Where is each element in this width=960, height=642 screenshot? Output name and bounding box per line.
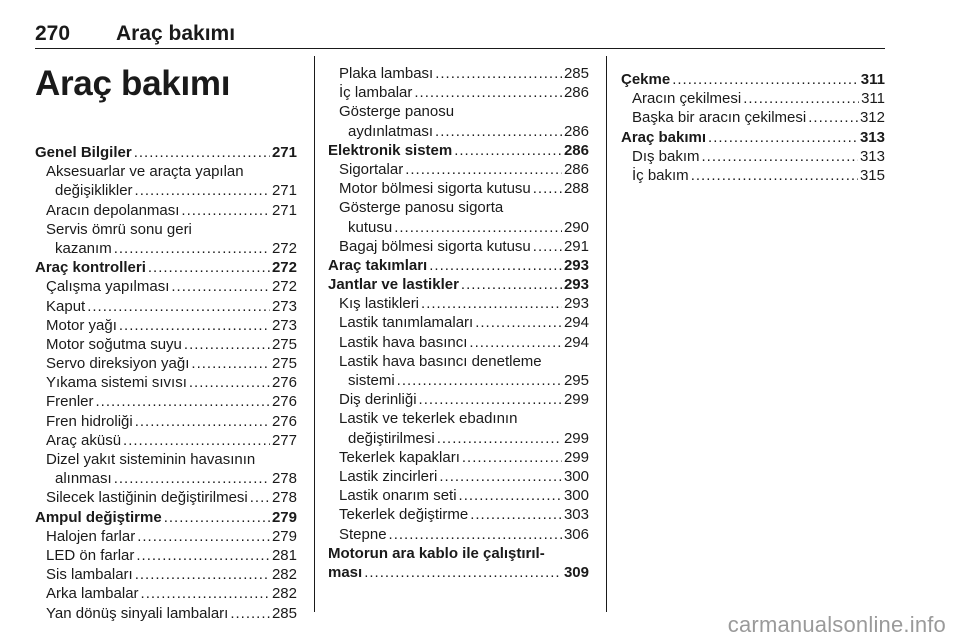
toc-entry[interactable] xyxy=(328,313,589,332)
toc-leader-dots xyxy=(469,333,562,352)
toc-entry-line: Lastik ve tekerlek ebadının xyxy=(339,410,518,428)
toc-page-number: 313 xyxy=(859,128,885,146)
toc-leader-dots xyxy=(414,83,562,102)
toc-entry-label: aydınlatması xyxy=(348,122,434,140)
toc-entry-label: Aracın çekilmesi xyxy=(632,90,742,108)
toc-entry[interactable] xyxy=(35,527,297,546)
toc-entry[interactable] xyxy=(328,218,589,237)
toc-entry[interactable] xyxy=(328,525,589,544)
toc-entry-label: kazanım xyxy=(55,239,112,257)
toc-page-number: 285 xyxy=(271,604,297,622)
toc-entry[interactable] xyxy=(328,505,589,524)
toc-entry[interactable] xyxy=(328,64,589,83)
toc-entry-label: Başka bir aracın çekilmesi xyxy=(632,109,807,127)
toc-page-number: 286 xyxy=(563,84,589,102)
toc-leader-dots xyxy=(114,469,270,488)
toc-entry-label: Kış lastikleri xyxy=(339,295,420,313)
toc-page-number: 276 xyxy=(271,393,297,411)
toc-page-number: 286 xyxy=(563,122,589,140)
toc-entry-label: Çekme xyxy=(621,71,671,88)
toc-page-number: 294 xyxy=(563,314,589,332)
toc-page-number: 279 xyxy=(271,508,297,526)
toc-entry-label: Araç kontrolleri xyxy=(35,259,146,277)
toc-leader-dots xyxy=(419,390,562,409)
toc-page-number: 286 xyxy=(563,141,589,159)
toc-page-number: 290 xyxy=(563,218,589,236)
toc-entry-label: Aracın depolanması xyxy=(46,201,180,219)
toc-page-number: 282 xyxy=(271,585,297,603)
watermark: carmanualsonline.info xyxy=(727,612,946,637)
toc-entry[interactable] xyxy=(35,565,297,584)
toc-leader-dots xyxy=(435,64,562,83)
toc-page-number: 276 xyxy=(271,412,297,430)
toc-entry-label: Araç takımları xyxy=(328,256,428,274)
toc-page-number: 272 xyxy=(271,239,297,257)
toc-column-2 xyxy=(328,64,589,582)
toc-leader-dots xyxy=(114,239,270,258)
page-header xyxy=(35,8,885,49)
toc-leader-dots xyxy=(470,505,562,524)
toc-entry[interactable] xyxy=(328,179,589,198)
toc-leader-dots xyxy=(119,316,270,335)
toc-page-number: 293 xyxy=(563,295,589,313)
toc-entry-label: Halojen farlar xyxy=(46,527,136,545)
toc-entry[interactable] xyxy=(621,166,885,185)
toc-entry-label: alınması xyxy=(55,470,112,488)
toc-leader-dots xyxy=(459,486,562,505)
toc-leader-dots xyxy=(250,488,270,507)
toc-page-number: 300 xyxy=(563,467,589,485)
toc-page-number: 306 xyxy=(563,525,589,543)
toc-entry-label: Plaka lambası xyxy=(339,65,434,82)
column-divider xyxy=(606,56,607,612)
toc-entry[interactable] xyxy=(35,412,297,431)
toc-leader-dots xyxy=(87,297,270,316)
toc-entry-label: Bagaj bölmesi sigorta kutusu xyxy=(339,237,531,255)
toc-entry-label: Tekerlek kapakları xyxy=(339,448,460,466)
toc-entry-label: Diş derinliği xyxy=(339,391,417,409)
toc-entry[interactable] xyxy=(35,604,297,623)
toc-entry-line: Aksesuarlar ve araçta yapılan xyxy=(46,163,244,181)
toc-section-entry[interactable] xyxy=(621,128,885,147)
toc-entry[interactable] xyxy=(621,108,885,127)
toc-entry[interactable] xyxy=(35,239,297,258)
toc-entry-label: İç bakım xyxy=(632,166,689,184)
toc-entry-label: Lastik zincirleri xyxy=(339,467,438,485)
toc-page-number: 300 xyxy=(563,487,589,505)
toc-entry[interactable] xyxy=(328,371,589,390)
toc-page-number: 275 xyxy=(271,355,297,373)
toc-leader-dots xyxy=(394,218,562,237)
toc-page-number: 286 xyxy=(563,160,589,178)
toc-leader-dots xyxy=(134,143,270,162)
toc-leader-dots xyxy=(230,604,270,623)
toc-entry[interactable] xyxy=(621,89,885,108)
toc-leader-dots xyxy=(135,412,270,431)
toc-entry-label: Motor yağı xyxy=(46,316,117,334)
toc-leader-dots xyxy=(475,313,562,332)
toc-entry-label: Ampul değiştirme xyxy=(35,508,162,526)
toc-entry-label: ması xyxy=(328,563,363,581)
toc-entry-label: Jantlar ve lastikler xyxy=(328,276,459,294)
toc-column-3 xyxy=(621,70,885,185)
toc-entry-label: Yan dönüş sinyali lambaları xyxy=(46,604,229,622)
column-divider xyxy=(314,56,315,612)
toc-entry-line: Motorun ara kablo ile çalıştırıl- xyxy=(328,544,545,562)
toc-page-number: 273 xyxy=(271,297,297,315)
toc-entry[interactable] xyxy=(328,237,589,256)
toc-page-number: 279 xyxy=(271,527,297,545)
toc-entry-label: Sigortalar xyxy=(339,160,404,178)
toc-page-number: 281 xyxy=(271,546,297,564)
toc-leader-dots xyxy=(533,237,562,256)
toc-entry-label: Tekerlek değiştirme xyxy=(339,506,469,524)
toc-entry[interactable] xyxy=(35,392,297,411)
toc-entry[interactable] xyxy=(328,122,589,141)
toc-section-entry[interactable] xyxy=(328,275,589,294)
toc-entry-label: Silecek lastiğinin değiştirilmesi xyxy=(46,489,248,507)
toc-page-number: 311 xyxy=(860,71,885,88)
toc-section-entry[interactable] xyxy=(328,563,589,582)
toc-entry[interactable] xyxy=(35,354,297,373)
toc-entry[interactable] xyxy=(35,335,297,354)
toc-leader-dots xyxy=(96,392,270,411)
toc-section-entry[interactable] xyxy=(35,508,297,527)
toc-section-entry[interactable] xyxy=(35,143,297,162)
toc-entry-line: Gösterge panosu xyxy=(339,103,455,121)
toc-leader-dots xyxy=(405,160,562,179)
toc-entry-label: Servo direksiyon yağı xyxy=(46,355,190,373)
toc-leader-dots xyxy=(702,147,858,166)
toc-leader-dots xyxy=(364,563,562,582)
toc-page-number: 293 xyxy=(563,276,589,294)
toc-leader-dots xyxy=(421,294,562,313)
toc-entry[interactable] xyxy=(328,160,589,179)
toc-leader-dots xyxy=(691,166,858,185)
toc-page-number: 271 xyxy=(271,201,297,219)
toc-page-number: 299 xyxy=(563,448,589,466)
toc-leader-dots xyxy=(461,275,562,294)
toc-entry-label: Fren hidroliği xyxy=(46,412,133,430)
toc-leader-dots xyxy=(189,373,270,392)
toc-page-number: 278 xyxy=(271,489,297,507)
toc-entry-label: Motor soğutma suyu xyxy=(46,335,182,353)
toc-leader-dots xyxy=(437,429,562,448)
toc-leader-dots xyxy=(136,546,270,565)
toc-section-entry[interactable] xyxy=(621,70,885,89)
toc-leader-dots xyxy=(462,448,562,467)
toc-entry-label: Sis lambaları xyxy=(46,566,133,584)
toc-leader-dots xyxy=(533,179,562,198)
toc-leader-dots xyxy=(148,258,270,277)
toc-entry-label: Elektronik sistem xyxy=(328,141,453,159)
toc-page-number: 271 xyxy=(271,144,297,161)
toc-entry-label: Motor bölmesi sigorta kutusu xyxy=(339,180,531,198)
toc-leader-dots xyxy=(672,70,859,89)
toc-leader-dots xyxy=(123,431,270,450)
toc-entry[interactable] xyxy=(328,333,589,352)
toc-leader-dots xyxy=(141,584,270,603)
toc-page-number: 273 xyxy=(271,316,297,334)
toc-entry[interactable] xyxy=(328,390,589,409)
toc-entry-label: Lastik onarım seti xyxy=(339,487,457,505)
toc-page-number: 294 xyxy=(563,333,589,351)
toc-section-entry[interactable] xyxy=(35,258,297,277)
toc-leader-dots xyxy=(184,335,270,354)
toc-page-number: 311 xyxy=(861,90,885,108)
toc-leader-dots xyxy=(708,128,858,147)
toc-entry-label: Lastik hava basıncı xyxy=(339,333,468,351)
toc-page-number: 278 xyxy=(271,470,297,488)
toc-entry-label: Kaput xyxy=(46,297,86,315)
toc-entry[interactable] xyxy=(328,448,589,467)
toc-leader-dots xyxy=(191,354,270,373)
toc-page-number: 299 xyxy=(563,429,589,447)
toc-entry-label: Frenler xyxy=(46,393,94,411)
toc-leader-dots xyxy=(135,181,270,200)
toc-section-entry[interactable] xyxy=(328,141,589,160)
toc-entry[interactable] xyxy=(328,467,589,486)
toc-page-number: 282 xyxy=(271,566,297,584)
toc-leader-dots xyxy=(389,525,562,544)
toc-leader-dots xyxy=(454,141,562,160)
toc-entry[interactable] xyxy=(328,486,589,505)
toc-entry[interactable] xyxy=(35,297,297,316)
toc-page-number: 272 xyxy=(271,278,297,296)
toc-column-1 xyxy=(35,143,297,623)
toc-leader-dots xyxy=(435,122,562,141)
toc-entry[interactable] xyxy=(328,429,589,448)
toc-page-number: 293 xyxy=(563,256,589,274)
toc-entry-label: Araç bakımı xyxy=(621,128,707,146)
toc-entry[interactable] xyxy=(35,488,297,507)
toc-entry[interactable] xyxy=(621,147,885,166)
toc-page-number: 303 xyxy=(563,506,589,524)
toc-entry-label: sistemi xyxy=(348,372,395,389)
toc-leader-dots xyxy=(164,508,270,527)
toc-entry-line: Gösterge panosu sigorta xyxy=(339,199,504,217)
page-number: 270 xyxy=(35,22,71,45)
toc-page-number: 312 xyxy=(859,109,885,127)
toc-entry[interactable] xyxy=(35,316,297,335)
toc-page-number: 299 xyxy=(563,391,589,409)
chapter-title: Araç bakımı xyxy=(35,64,231,103)
toc-page-number: 271 xyxy=(271,182,297,200)
toc-leader-dots xyxy=(429,256,562,275)
toc-page-number: 313 xyxy=(859,147,885,165)
toc-leader-dots xyxy=(137,527,270,546)
toc-entry-label: Yıkama sistemi sıvısı xyxy=(46,374,187,392)
toc-leader-dots xyxy=(397,371,562,390)
toc-entry[interactable] xyxy=(35,469,297,488)
toc-entry-label: Araç aküsü xyxy=(46,431,122,449)
toc-leader-dots xyxy=(181,201,270,220)
toc-page-number: 309 xyxy=(563,563,589,581)
toc-entry-label: Çalışma yapılması xyxy=(46,278,170,296)
toc-leader-dots xyxy=(743,89,859,108)
toc-entry-label: kutusu xyxy=(348,218,393,236)
toc-entry-label: Genel Bilgiler xyxy=(35,144,132,161)
toc-page-number: 276 xyxy=(271,374,297,392)
toc-entry[interactable] xyxy=(35,546,297,565)
toc-leader-dots xyxy=(439,467,562,486)
toc-leader-dots xyxy=(808,108,858,127)
toc-section-entry[interactable] xyxy=(328,256,589,275)
toc-entry-label: değişiklikler xyxy=(55,182,133,200)
toc-entry[interactable] xyxy=(35,277,297,296)
toc-entry-label: Arka lambalar xyxy=(46,585,139,603)
toc-page-number: 272 xyxy=(271,259,297,277)
toc-entry[interactable] xyxy=(328,294,589,313)
toc-page-number: 288 xyxy=(563,180,589,198)
toc-entry-label: Stepne xyxy=(339,525,387,543)
toc-page-number: 285 xyxy=(563,65,589,82)
toc-entry-label: Dış bakım xyxy=(632,147,700,165)
toc-entry-label: değiştirilmesi xyxy=(348,429,435,447)
toc-entry-line: Servis ömrü sonu geri xyxy=(46,220,192,238)
toc-entry[interactable] xyxy=(35,373,297,392)
toc-entry-line: Dizel yakıt sisteminin havasının xyxy=(46,451,256,468)
toc-entry[interactable] xyxy=(35,181,297,200)
toc-leader-dots xyxy=(171,277,270,296)
toc-entry-label: İç lambalar xyxy=(339,84,413,102)
toc-entry[interactable] xyxy=(328,83,589,102)
toc-page-number: 315 xyxy=(859,166,885,184)
toc-page-number: 275 xyxy=(271,335,297,353)
toc-page-number: 291 xyxy=(563,237,589,255)
toc-entry[interactable] xyxy=(35,584,297,603)
toc-entry-line: Lastik hava basıncı denetleme xyxy=(339,352,542,370)
toc-page-number: 295 xyxy=(563,372,589,389)
toc-page-number: 277 xyxy=(271,431,297,449)
toc-entry-label: Lastik tanımlamaları xyxy=(339,314,474,332)
toc-leader-dots xyxy=(135,565,270,584)
running-title: Araç bakımı xyxy=(116,22,236,45)
toc-entry-label: LED ön farlar xyxy=(46,546,135,564)
toc-entry[interactable] xyxy=(35,431,297,450)
toc-entry[interactable] xyxy=(35,201,297,220)
